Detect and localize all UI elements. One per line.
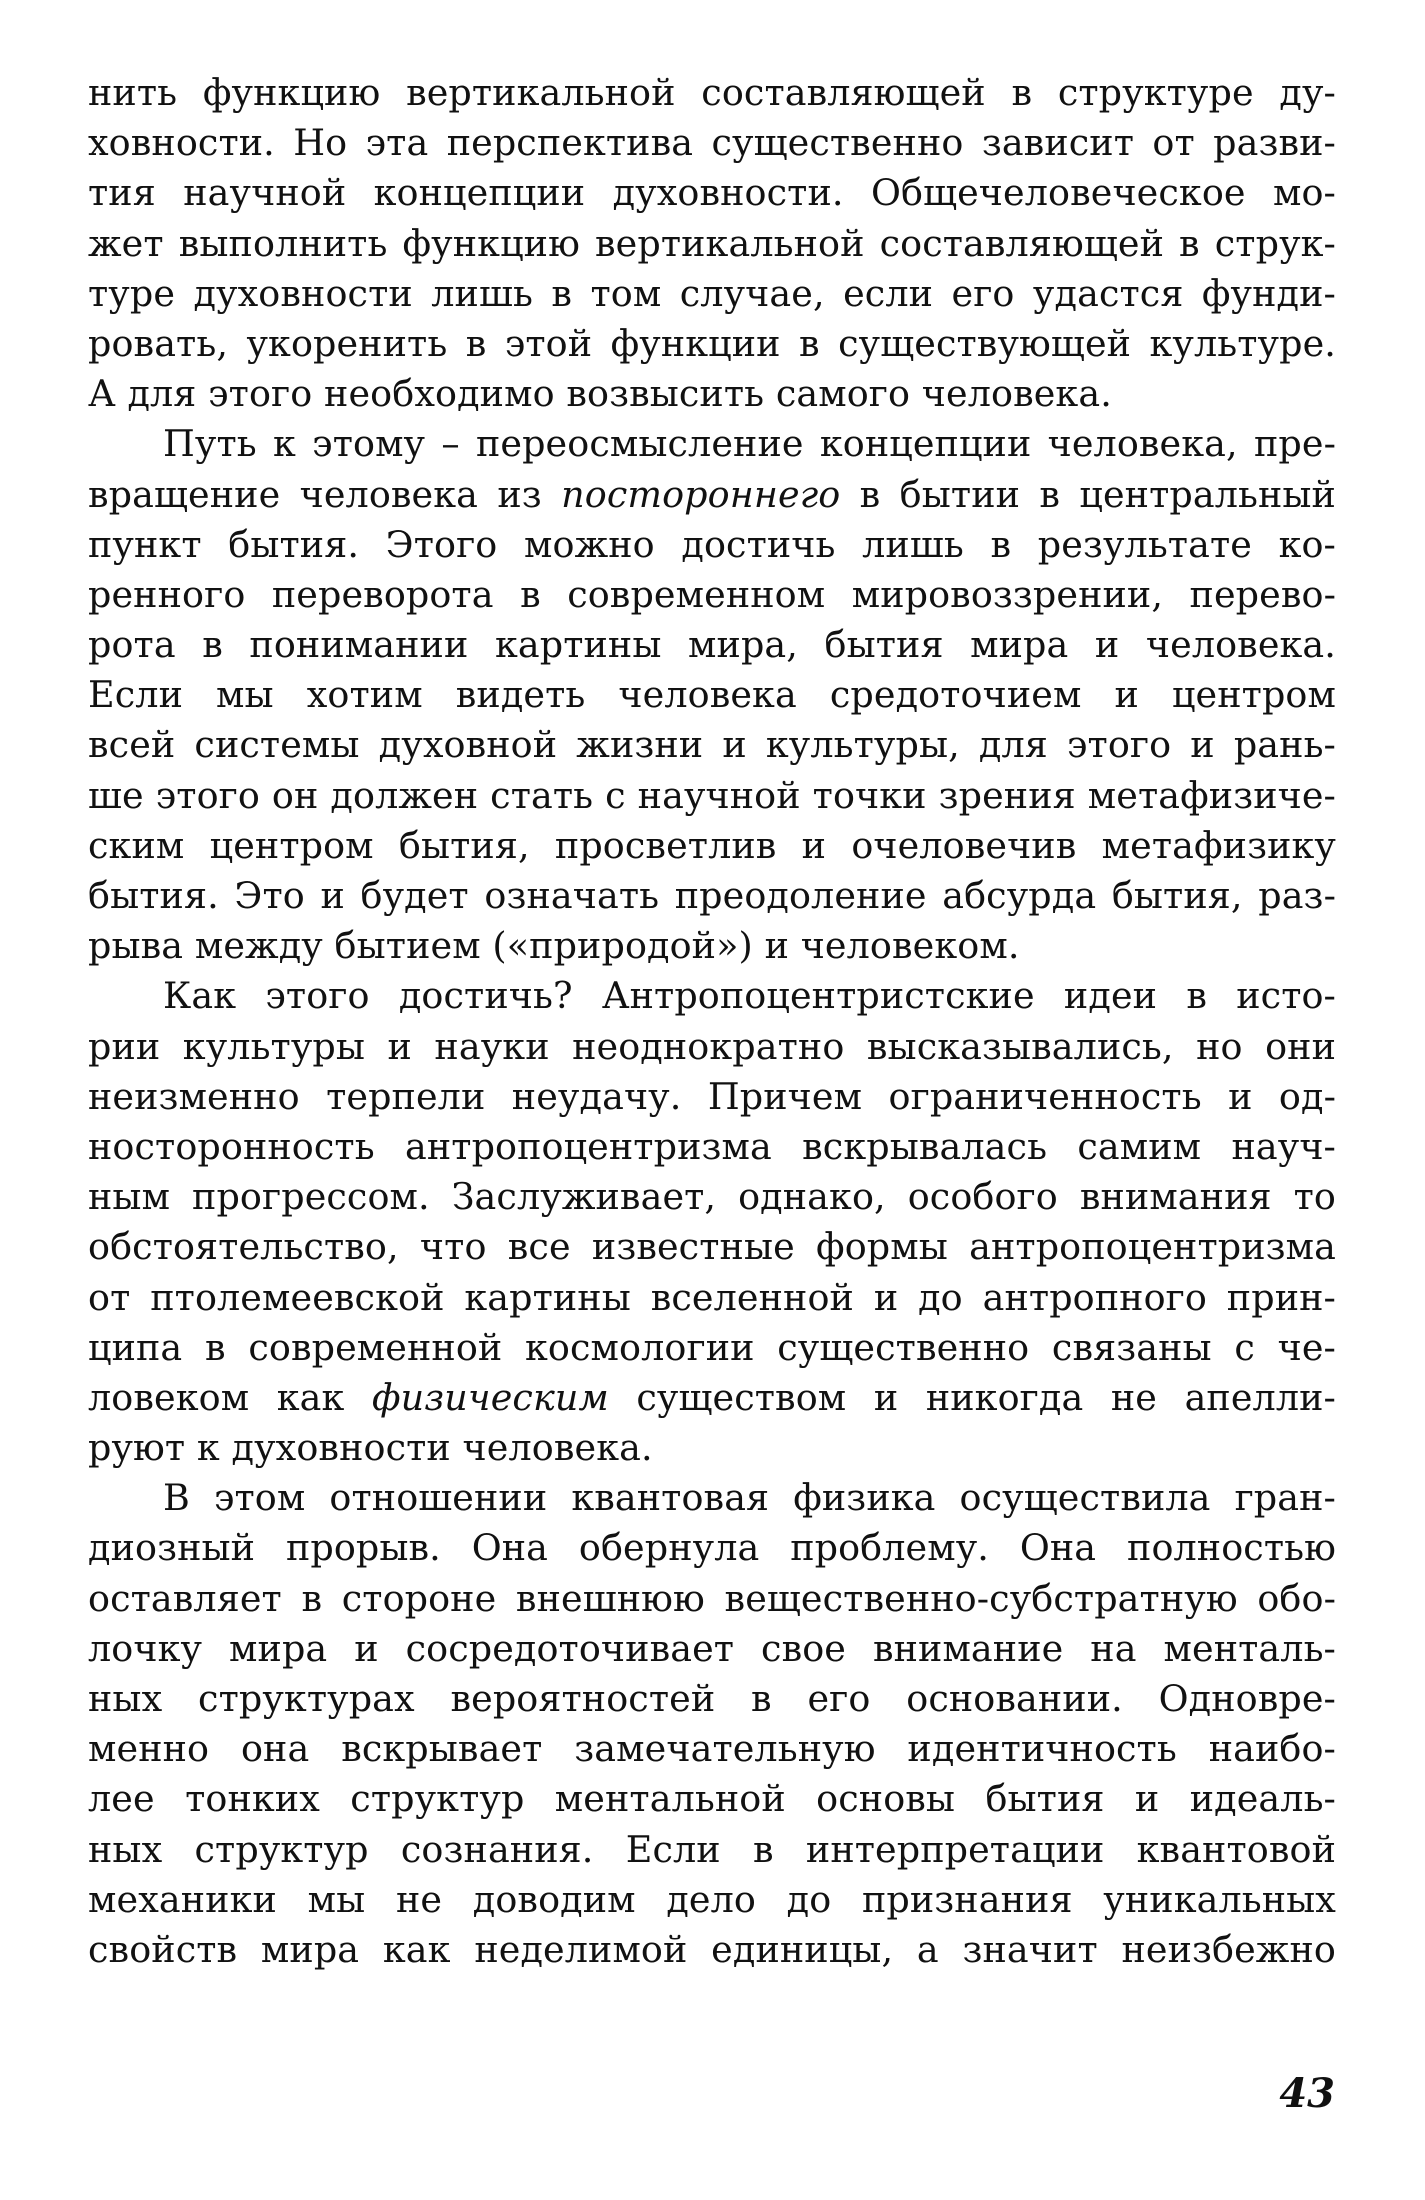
text-line: свойств мира как неделимой единицы, а значит неизбежно (88, 1927, 1336, 1971)
text-line: ных структурах вероятностей в его основании. Одновре- (88, 1677, 1336, 1720)
page-number: 43 (1279, 2070, 1335, 2117)
paragraph-4 (88, 1473, 1336, 1975)
text-run: ловеком как (88, 1375, 372, 1419)
text-line: жет выполнить функцию вертикальной составляющей в струк- (88, 221, 1336, 265)
text-line: носторонность антропоцентризма вскрывалась самим науч- (88, 1124, 1336, 1168)
text-line: Путь к этому – переосмысление концепции человека, пре- (163, 422, 1336, 466)
paragraph-2 (88, 419, 1336, 971)
text-line: рии культуры и науки неоднократно высказывались, но они (88, 1024, 1336, 1068)
paragraph-3 (88, 971, 1336, 1473)
text-line: туре духовности лишь в том случае, если его удастся фунди- (88, 271, 1336, 315)
text-line: механики мы не доводим дело до признания уникальных (88, 1877, 1336, 1921)
text-line: В этом отношении квантовая физика осуществила гран- (163, 1476, 1336, 1520)
text-line: ровать, укоренить в этой функции в существующей культуре. (88, 321, 1336, 365)
text-line: Если мы хотим видеть человека средоточием и центром (88, 673, 1336, 717)
paragraph-1 (88, 68, 1336, 419)
text-line: ципа в современной космологии существенно связаны с че- (88, 1325, 1336, 1369)
text-line: всей системы духовной жизни и культуры, для этого и рань- (88, 723, 1336, 767)
text-line: диозный прорыв. Она обернула проблему. Она полностью (88, 1526, 1336, 1570)
text-line: тия научной концепции духовности. Общечеловеческое мо- (88, 171, 1336, 215)
text-run: в бытии в центральный (840, 472, 1336, 516)
text-line: А для этого необходимо возвысить самого человека. (88, 372, 1112, 416)
text-line: лее тонких структур ментальной основы бытия и идеаль- (88, 1777, 1336, 1821)
text-line: ных структур сознания. Если в интерпретации квантовой (88, 1827, 1336, 1871)
text-run: вращение человека из (88, 472, 562, 516)
text-line: от птолемеевской картины вселенной и до антропного прин- (88, 1275, 1336, 1319)
text-line: неизменно терпели неудачу. Причем ограниченность и од- (88, 1074, 1336, 1118)
text-line: рыва между бытием («природой») и человеком. (88, 924, 1020, 968)
text-line: лочку мира и сосредоточивает свое внимание на менталь- (88, 1626, 1336, 1670)
text-line: обстоятельство, что все известные формы антропоцентризма (88, 1225, 1336, 1269)
italic-word: физическим (372, 1375, 609, 1419)
text-line: ховности. Но эта перспектива существенно зависит от разви- (88, 121, 1336, 165)
text-line: рота в понимании картины мира, бытия мира и человека. (88, 623, 1336, 667)
text-line (88, 470, 1336, 520)
text-line: пункт бытия. Этого можно достичь лишь в результате ко- (88, 522, 1336, 566)
italic-word: постороннего (561, 472, 841, 516)
text-line: ным прогрессом. Заслуживает, однако, особого внимания то (88, 1175, 1336, 1219)
text-run: существом и никогда не апелли- (608, 1375, 1336, 1419)
text-line (88, 1373, 1336, 1423)
text-line: оставляет в стороне внешнюю вещественно-субстратную обо- (88, 1576, 1336, 1620)
body-text (88, 68, 1336, 1975)
text-line: ше этого он должен стать с научной точки зрения метафизиче- (88, 773, 1336, 817)
text-line: менно она вскрывает замечательную идентичность наибо- (88, 1727, 1336, 1771)
text-line: ским центром бытия, просветлив и очеловечив метафизику (88, 823, 1336, 867)
text-line: руют к духовности человека. (88, 1426, 653, 1470)
text-line: бытия. Это и будет означать преодоление абсурда бытия, раз- (88, 874, 1336, 917)
text-line: Как этого достичь? Антропоцентристские идеи в исто- (163, 974, 1336, 1018)
text-line: нить функцию вертикальной составляющей в структуре ду- (88, 71, 1336, 114)
text-line: ренного переворота в современном мировоззрении, перево- (88, 572, 1336, 616)
